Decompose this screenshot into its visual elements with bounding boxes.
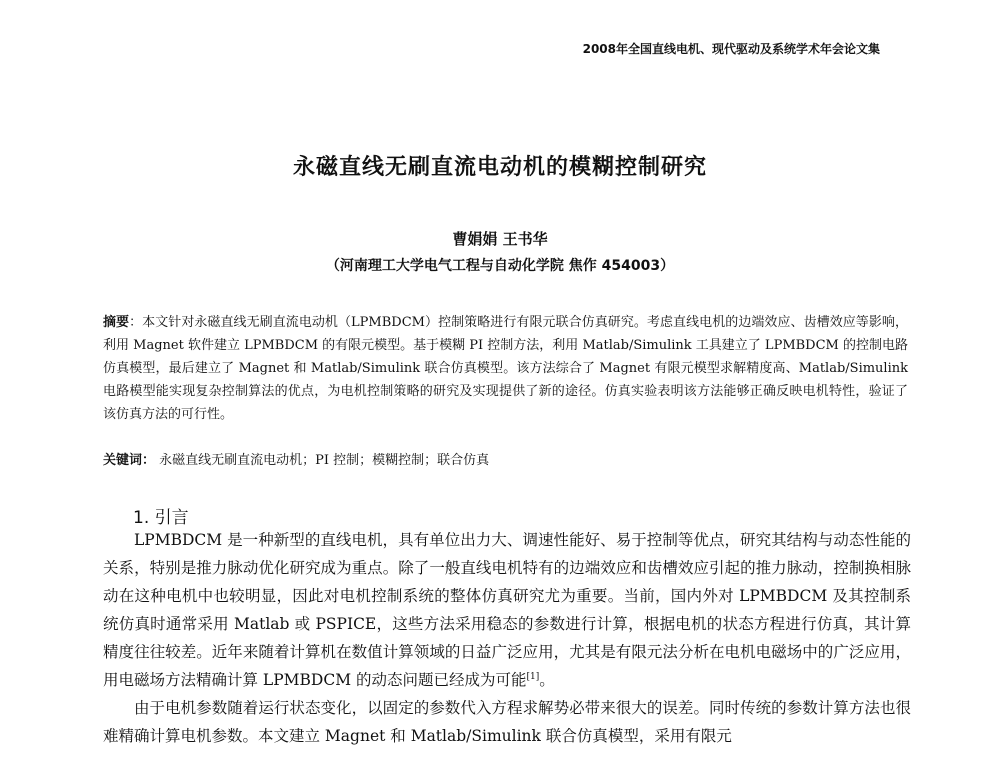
section-body xyxy=(103,526,911,750)
keywords-text: 永磁直线无刷直流电动机；PI 控制；模糊控制；联合仿真 xyxy=(159,453,490,468)
section-heading-intro: 1. 引言 xyxy=(133,508,189,528)
running-header: 2008年全国直线电机、现代驱动及系统学术年会论文集 xyxy=(582,42,880,56)
paragraph-text: LPMBDCM 是一种新型的直线电机，具有单位出力大、调速性能好、易于控制等优点，研究其结构与动态性能的关系，特别是推力脉动优化研究成为重点。除了一般直线电机特有的边端效应和齿槽效应引起的推力脉动，控制换相脉动在这种电机中也较明显，因此对电机控制系统的整体仿真研究尤为重要。当前，国内外对 LPMBDCM 及其控制系统仿真时通常采用 Matlab 或 PSPICE，这些方法采用稳态的参数进行计算，根据电机的状态方程进行仿真，其计算精度往往较差。近年来随着计算机在数值计算领域的日益广泛应用，尤其是有限元法分析在电机电磁场中的广泛应用，用电磁场方法精确计算 LPMBDCM 的动态问题已经成为可能 xyxy=(103,531,911,689)
paper-affiliation: （河南理工大学电气工程与自动化学院 焦作 454003） xyxy=(325,258,675,274)
abstract-label: 摘要 xyxy=(103,315,130,330)
paper-authors: 曹娟娟 王书华 xyxy=(452,230,548,248)
body-paragraph: 由于电机参数随着运行状态变化，以固定的参数代入方程求解势必带来很大的误差。同时传统的参数计算方法也很难精确计算电机参数。本文建立 Magnet 和 Matlab/Simulink 联合仿真模型，采用有限元 xyxy=(103,699,911,745)
paper-title: 永磁直线无刷直流电动机的模糊控制研究 xyxy=(292,155,707,180)
citation-ref[interactable]: [1] xyxy=(526,671,540,682)
abstract xyxy=(103,311,908,426)
keywords-label: 关键词： xyxy=(103,453,156,468)
abstract-text: ：本文针对永磁直线无刷直流电动机（LPMBDCM）控制策略进行有限元联合仿真研究。考虑直线电机的边端效应、齿槽效应等影响，利用 Magnet 软件建立 LPMBDCM 的有限元模型。基于模糊 PI 控制方法，利用 Matlab/Simulink 工具建立了 LPMBDCM 的控制电路仿真模型，最后建立了 Magnet 和 Matlab/Simulink 联合仿真模型。该方法综合了 Magnet 有限元模型求解精度高、Matlab/Simulink 电路模型能实现复杂控制算法的优点，为电机控制策略的研究及实现提供了新的途径。仿真实验表明该方法能够正确反映电机特性，验证了该仿真方法的可行性。 xyxy=(103,315,909,422)
paragraph-end: 。 xyxy=(539,671,555,689)
keywords xyxy=(103,451,908,471)
body-paragraph xyxy=(103,526,911,694)
